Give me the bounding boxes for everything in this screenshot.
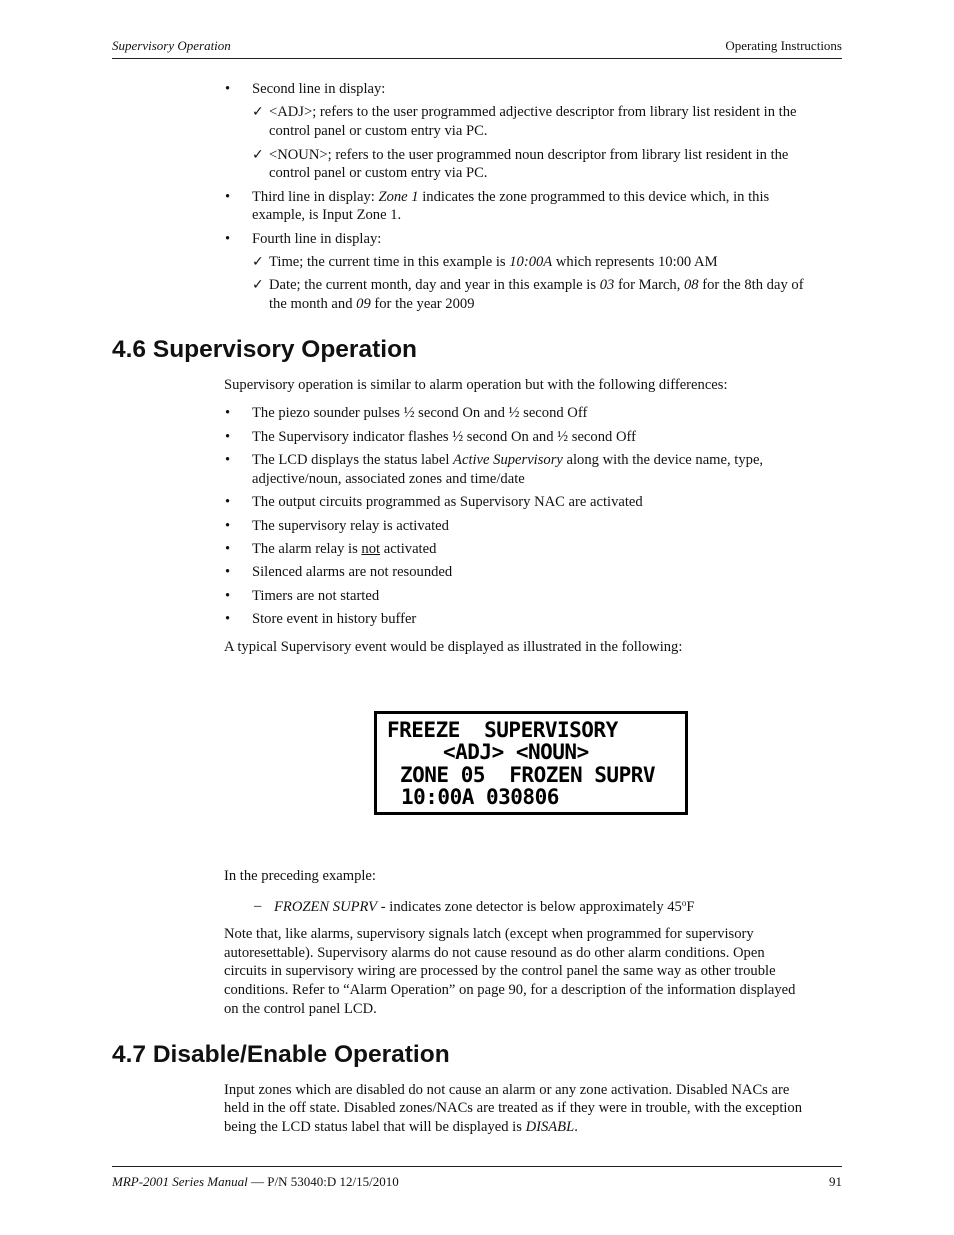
bullet-glyph: •	[225, 541, 231, 557]
bullet-second-line: Second line in display:	[252, 81, 386, 97]
bullet-glyph: •	[225, 231, 231, 247]
bullet-third-line: Third line in display: Zone 1 indicates the zone programmed to this device which, in this	[252, 189, 770, 205]
bullet-alarm-relay: The alarm relay is not activated	[252, 541, 437, 557]
frozen-suprv-text: FROZEN SUPRV - indicates zone detector is below approximately 45$^o$F	[274, 898, 695, 915]
adj-text-line1: <ADJ>; refers to the user programmed adjective descriptor from library list resident in the	[269, 104, 797, 120]
section-intro: Supervisory operation is similar to alarm operation but with the following differences:	[224, 377, 728, 393]
header-section-title: Supervisory Operation	[112, 38, 231, 53]
bullet-lcd: The LCD displays the status label Active Supervisory along with the device name, type,	[252, 452, 764, 468]
lcd-line-4: 10:00A 030806	[401, 785, 559, 809]
bullet-piezo: The piezo sounder pulses ½ second On and ½ second Off	[252, 405, 588, 421]
bullet-glyph: •	[225, 189, 231, 205]
bullet-third-line2: example, is Input Zone 1.	[252, 207, 402, 223]
footer-page-number: 91	[829, 1174, 842, 1189]
bullet-history: Store event in history buffer	[252, 611, 417, 627]
date-text-line1: Date; the current month, day and year in this example is 03 for March, 08 for the 8th day of	[269, 277, 804, 293]
check-icon: ✓	[252, 104, 264, 120]
bullet-timers: Timers are not started	[252, 588, 380, 604]
typical-event-text: A typical Supervisory event would be displayed as illustrated in the following:	[224, 639, 683, 655]
check-icon: ✓	[252, 147, 264, 163]
bullet-glyph: •	[225, 611, 231, 627]
noun-text-line1: <NOUN>; refers to the user programmed noun descriptor from library list resident in the	[269, 147, 789, 163]
lcd-line-3: ZONE 05 FROZEN SUPRV	[400, 763, 656, 787]
preceding-example-text: In the preceding example:	[224, 868, 376, 884]
disable-para-line1: Input zones which are disabled do not cause an alarm or any zone activation. Disabled NACs are	[224, 1082, 790, 1098]
bullet-glyph: •	[225, 564, 231, 580]
date-text-line2: the month and 09 for the year 2009	[269, 296, 475, 312]
bullet-fourth-line: Fourth line in display:	[252, 231, 382, 247]
header-chapter-title: Operating Instructions	[725, 38, 842, 53]
section-heading-4-6: 4.6 Supervisory Operation	[112, 336, 417, 363]
section-heading-4-7: 4.7 Disable/Enable Operation	[112, 1041, 450, 1068]
note-line-2: autoresettable). Supervisory alarms do not cause resound as do other alarm conditions. Open	[224, 945, 765, 961]
bullet-indicator: The Supervisory indicator flashes ½ second On and ½ second Off	[252, 429, 636, 445]
bullet-lcd-line2: adjective/noun, associated zones and time/date	[252, 471, 525, 487]
disable-para-line2: held in the off state. Disabled zones/NACs are treated as if they were in trouble, with the exception	[224, 1100, 803, 1116]
note-line-3: circuits in supervisory wiring are processed by the control panel the same way as other trouble	[224, 963, 776, 979]
bullet-glyph: •	[225, 518, 231, 534]
bullet-glyph: •	[225, 429, 231, 445]
footer-manual-info: MRP-2001 Series Manual — P/N 53040:D 12/15/2010	[112, 1174, 399, 1189]
footer-rule	[112, 1166, 842, 1167]
check-icon: ✓	[252, 254, 264, 270]
note-line-1: Note that, like alarms, supervisory signals latch (except when programmed for supervisory	[224, 926, 754, 942]
bullet-glyph: •	[225, 452, 231, 468]
bullet-glyph: •	[225, 81, 231, 97]
noun-text-line2: control panel or custom entry via PC.	[269, 165, 488, 181]
lcd-line-2: <ADJ> <NOUN>	[443, 740, 589, 764]
adj-text-line2: control panel or custom entry via PC.	[269, 123, 488, 139]
bullet-glyph: •	[225, 405, 231, 421]
bullet-silenced: Silenced alarms are not resounded	[252, 564, 453, 580]
bullet-output-circuits: The output circuits programmed as Supervisory NAC are activated	[252, 494, 643, 510]
header-rule	[112, 58, 842, 59]
check-icon: ✓	[252, 277, 264, 293]
lcd-line-1: FREEZE SUPERVISORY	[387, 718, 618, 742]
lcd-display	[374, 711, 688, 815]
note-line-4: conditions. Refer to “Alarm Operation” on page 90, for a description of the information displayed	[224, 982, 796, 998]
note-line-5: on the control panel LCD.	[224, 1001, 377, 1017]
bullet-supervisory-relay: The supervisory relay is activated	[252, 518, 449, 534]
bullet-glyph: •	[225, 588, 231, 604]
disable-para-line3: being the LCD status label that will be displayed is DISABL.	[224, 1119, 578, 1135]
time-text: Time; the current time in this example is 10:00A which represents 10:00 AM	[269, 254, 718, 270]
dash-glyph: –	[254, 898, 262, 914]
bullet-glyph: •	[225, 494, 231, 510]
